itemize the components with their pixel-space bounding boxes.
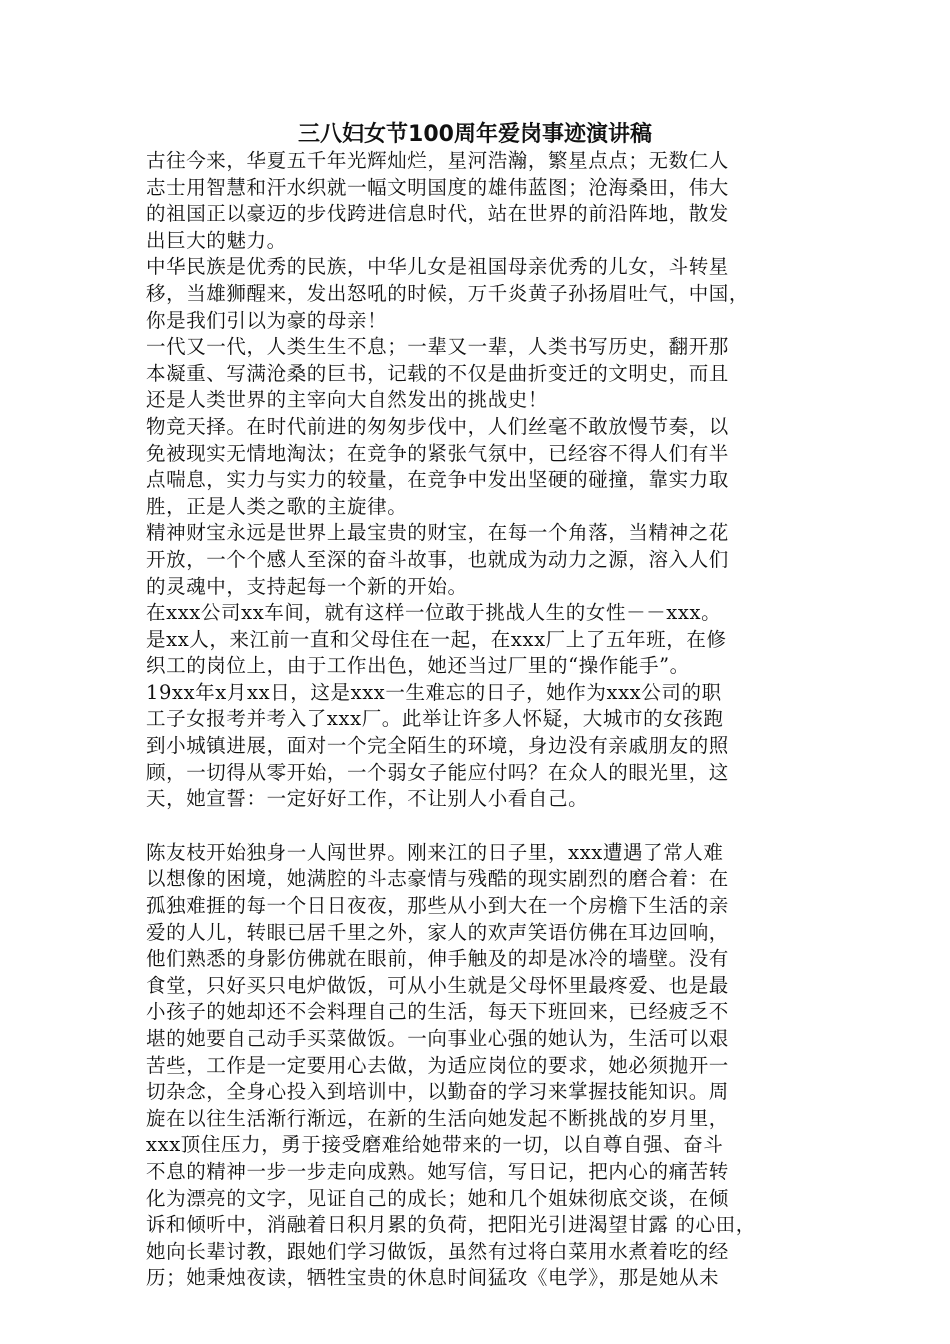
paragraph-spacer <box>146 813 811 840</box>
document-title: 三八妇女节100周年爱岗事迹演讲稿 <box>298 122 652 147</box>
paragraph-5: 精神财宝永远是世界上最宝贵的财宝，在每一个角落，当精神之花 开放，一个个感人至深的奋斗故事，也就成为动力之源，溶入人们 的灵魂中，支持起每一个新的开始。 <box>146 521 729 598</box>
paragraph-4: 物竞天择。在时代前进的匆匆步伐中，人们丝毫不敢放慢节奏，以 免被现实无情地淘汰；在竞争的紧张气氛中，已经容不得人们有半 点喘息，实力与实力的较量，在竞争中发出坚硬的碰撞，靠实力取 胜，正是人类之歌的主旋律。 <box>146 414 729 518</box>
paragraph-1: 古往今来，华夏五千年光辉灿烂，星河浩瀚，繁星点点；无数仁人 志士用智慧和汗水织就一幅文明国度的雄伟蓝图；沧海桑田，伟大 的祖国正以豪迈的步伐跨进信息时代，站在世界的前沿阵地，散发 出巨大的魅力。 <box>146 149 729 252</box>
paragraph-3: 一代又一代，人类生生不息；一辈又一辈，人类书写历史，翻开那 本凝重、写满沧桑的巨书，记载的不仅是曲折变迁的文明史，而且 还是人类世界的主宰向大自然发出的挑战史！ <box>146 335 729 412</box>
paragraph-7: 19xx年x月xx日，这是xxx一生难忘的日子，她作为xxx公司的职 工子女报考并考入了xxx厂。此举让许多人怀疑，大城市的女孩跑 到小城镇进展，面对一个完全陌生的环境，身边没有亲戚朋友的照 顾，一切得从零开始，一个弱女子能应付吗？在众人的眼光里，这 天，她宣誓：一定好好工作，不让别人小看自己。 <box>146 680 729 811</box>
document-body <box>146 148 811 1292</box>
paragraph-6: 在xxx公司xx车间，就有这样一位敢于挑战人生的女性－－xxx。 是xx人，来江前一直和父母住在一起，在xxx厂上了五年班，在修 织工的岗位上，由于工作出色，她还当过厂里的“操作能手”。 <box>146 601 727 678</box>
paragraph-8: 陈友枝开始独身一人闯世界。刚来江的日子里，xxx遭遇了常人难 以想像的困境，她满腔的斗志豪情与残酷的现实剧烈的磨合着：在 孤独难捱的每一个日日夜夜，那些从小到大在一个房檐下生活的亲 爱的人儿，转眼已居千里之外，家人的欢声笑语仿佛在耳边回响， 他们熟悉的身影仿佛就在眼前，伸手触及的却是冰冷的墙壁。没有 食堂，只好买只电炉做饭，可从小生就是父母怀里最疼爱、也是最 小孩子的她却还不会料理自己的生活，每天下班回来，已经疲乏不 堪的她要自己动手买菜做饭。一向事业心强的她认为，生活可以艰 苦些，工作是一定要用心去做，为适应岗位的要求，她必须抛开一 切杂念，全身心投入到培训中，以勤奋的学习来掌握技能知识。周 旋在以往生活渐行渐远，在新的生活向她发起不断挑战的岁月里， xxx顶住压力，勇于接受磨难给她带来的一切，以自尊自强、奋斗 不息的精神一步一步走向成熟。她写信，写日记，把内心的痛苦转 化为漂亮的文字，见证自己的成长；她和几个姐妹彻底交谈，在倾 诉和倾听中，消融着日积月累的负荷，把阳光引进渴望甘露 的心田， 她向长辈讨教，跟她们学习做饭，虽然有过将白菜用水煮着吃的经 历；她秉烛夜读，牺牲宝贵的休息时间猛攻《电学》，那是她从未 <box>146 840 756 1290</box>
paragraph-2: 中华民族是优秀的民族，中华儿女是祖国母亲优秀的儿女，斗转星 移，当雄狮醒来，发出怒吼的时候，万千炎黄子孙扬眉吐气，中国， 你是我们引以为豪的母亲！ <box>146 255 750 332</box>
